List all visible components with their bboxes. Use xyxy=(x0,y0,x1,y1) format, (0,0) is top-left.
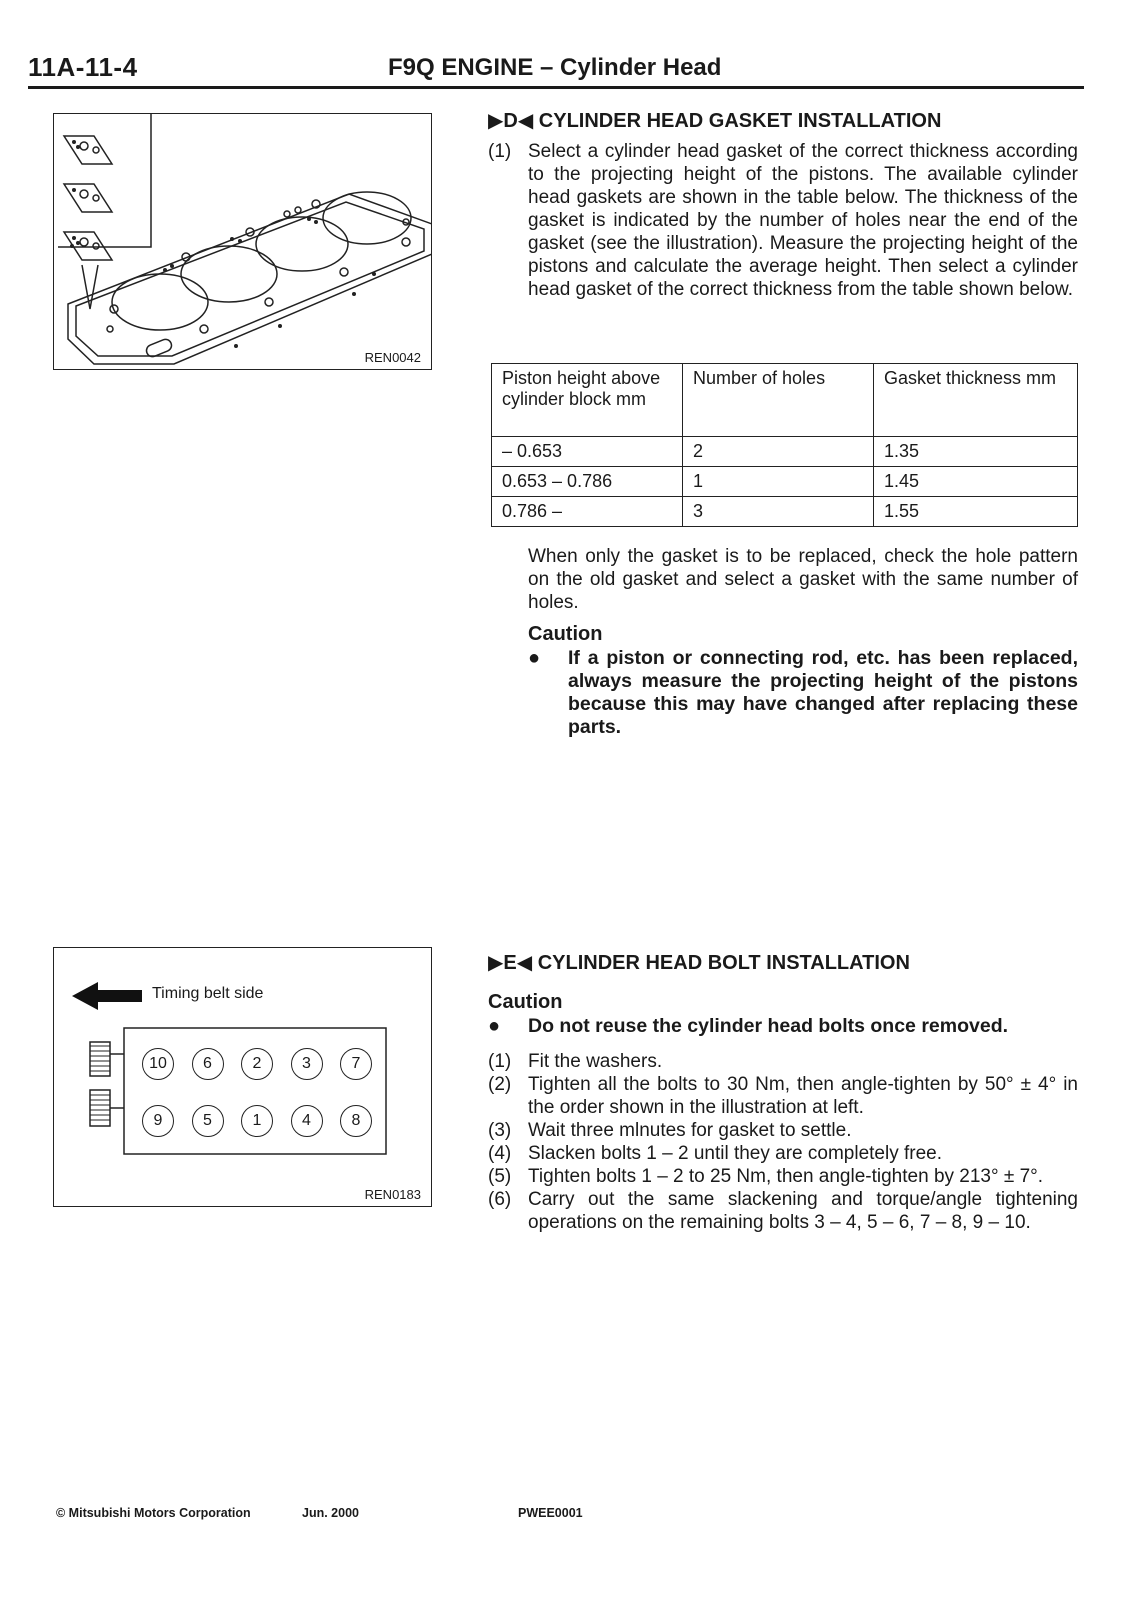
header-rule xyxy=(28,86,1084,89)
bolt-7: 7 xyxy=(340,1048,372,1080)
table-header-row xyxy=(492,364,1078,437)
bolt-order-figure xyxy=(53,947,432,1207)
step-text: Fit the washers. xyxy=(528,1051,663,1072)
bolt-10: 10 xyxy=(142,1048,174,1080)
caution-text: If a piston or connecting rod, etc. has been replaced, always measure the projecting height of the pistons because this may have changed after replacing these parts. xyxy=(568,647,1078,738)
timing-belt-label: Timing belt side xyxy=(152,985,264,1002)
table-row xyxy=(492,467,1078,497)
table-header: Piston height above cylinder block mm xyxy=(492,364,683,437)
footer-copyright: © Mitsubishi Motors Corporation xyxy=(56,1506,251,1520)
table-cell: 1.45 xyxy=(874,467,1078,497)
table-cell: 1 xyxy=(683,467,874,497)
table-row xyxy=(492,437,1078,467)
step-item xyxy=(488,1050,1078,1073)
bullet-icon: ● xyxy=(488,1015,501,1037)
table-cell: 0.786 – xyxy=(492,497,683,527)
figure-code: REN0042 xyxy=(364,350,421,365)
step-number: (5) xyxy=(488,1166,512,1187)
section-e-steps xyxy=(488,1050,1078,1234)
step-text: Wait three mlnutes for gasket to settle. xyxy=(528,1120,852,1141)
bolt-8: 8 xyxy=(340,1105,372,1137)
marker-left-icon: ◀ xyxy=(516,952,533,974)
section-d-heading xyxy=(488,108,941,133)
section-d-marker: D xyxy=(503,110,518,132)
step-item xyxy=(488,1165,1078,1188)
section-d-note: When only the gasket is to be replaced, check the hole pattern on the old gasket and select a gasket with the same number of holes. xyxy=(528,546,1078,613)
section-e-caution-label: Caution xyxy=(488,991,563,1013)
step-number: (1) xyxy=(488,141,512,162)
step-number: (3) xyxy=(488,1120,512,1141)
section-e-title: CYLINDER HEAD BOLT INSTALLATION xyxy=(537,952,910,974)
footer-code: PWEE0001 xyxy=(518,1506,583,1520)
step-text: Slacken bolts 1 – 2 until they are completely free. xyxy=(528,1143,943,1164)
bolt-5: 5 xyxy=(192,1105,224,1137)
bullet-icon: ● xyxy=(528,647,541,669)
step-number: (4) xyxy=(488,1143,512,1164)
table-header: Gasket thickness mm xyxy=(874,364,1078,437)
section-e-heading xyxy=(488,950,910,975)
section-d-caution-item xyxy=(528,647,1078,739)
step-text: Tighten all the bolts to 30 Nm, then angle-tighten by 50° ± 4° in the order shown in the illustration at left. xyxy=(528,1074,1078,1118)
section-d-caution-label: Caution xyxy=(528,623,603,645)
bolt-1: 1 xyxy=(241,1105,273,1137)
step-number: (6) xyxy=(488,1189,512,1210)
bolt-9: 9 xyxy=(142,1105,174,1137)
step-item xyxy=(488,1142,1078,1165)
page-number: 11A-11-4 xyxy=(28,52,138,82)
figure-code: REN0183 xyxy=(364,1187,421,1202)
gasket-illustration xyxy=(54,114,431,369)
gasket-figure xyxy=(53,113,432,370)
step-text: Carry out the same slackening and torque/angle tightening operations on the remaining bolts 3 – 4, 5 – 6, 7 – 8, 9 – 10. xyxy=(528,1189,1078,1233)
table-cell: 2 xyxy=(683,437,874,467)
marker-right-icon: ▶ xyxy=(488,952,504,974)
section-e-marker: E xyxy=(503,952,517,974)
bolt-2: 2 xyxy=(241,1048,273,1080)
marker-left-icon: ◀ xyxy=(517,110,534,132)
gasket-table xyxy=(491,363,1078,527)
table-cell: 3 xyxy=(683,497,874,527)
table-cell: – 0.653 xyxy=(492,437,683,467)
section-d-title: CYLINDER HEAD GASKET INSTALLATION xyxy=(538,110,942,132)
table-header: Number of holes xyxy=(683,364,874,437)
caution-text: Do not reuse the cylinder head bolts once removed. xyxy=(528,1015,1009,1037)
step-item xyxy=(488,1119,1078,1142)
step-item xyxy=(488,1188,1078,1234)
step-text: Tighten bolts 1 – 2 to 25 Nm, then angle-tighten by 213° ± 7°. xyxy=(528,1166,1044,1187)
step-item xyxy=(488,1073,1078,1119)
step-text: Select a cylinder head gasket of the correct thickness according to the projecting height of the pistons. The available cylinder head gaskets are shown in the table below. The thickness of the gasket is indicated by the number of holes near the end of the gasket (see the illustration). Measure the projecting height of the pistons and calculate the average height. Then select a cylinder head gasket of the correct thickness from the table shown below. xyxy=(528,141,1078,300)
section-d-step-1 xyxy=(488,140,1078,301)
table-cell: 0.653 – 0.786 xyxy=(492,467,683,497)
page-title: F9Q ENGINE – Cylinder Head xyxy=(388,54,722,81)
table-cell: 1.35 xyxy=(874,437,1078,467)
table-row xyxy=(492,497,1078,527)
step-number: (1) xyxy=(488,1051,512,1072)
section-e-caution-item xyxy=(488,1015,1078,1038)
marker-right-icon: ▶ xyxy=(488,110,504,132)
bolt-row-top xyxy=(142,1048,372,1080)
table-cell: 1.55 xyxy=(874,497,1078,527)
footer-date: Jun. 2000 xyxy=(302,1506,359,1520)
bolt-row-bottom xyxy=(142,1105,372,1137)
bolt-3: 3 xyxy=(291,1048,323,1080)
step-number: (2) xyxy=(488,1074,512,1095)
bolt-4: 4 xyxy=(291,1105,323,1137)
bolt-6: 6 xyxy=(192,1048,224,1080)
